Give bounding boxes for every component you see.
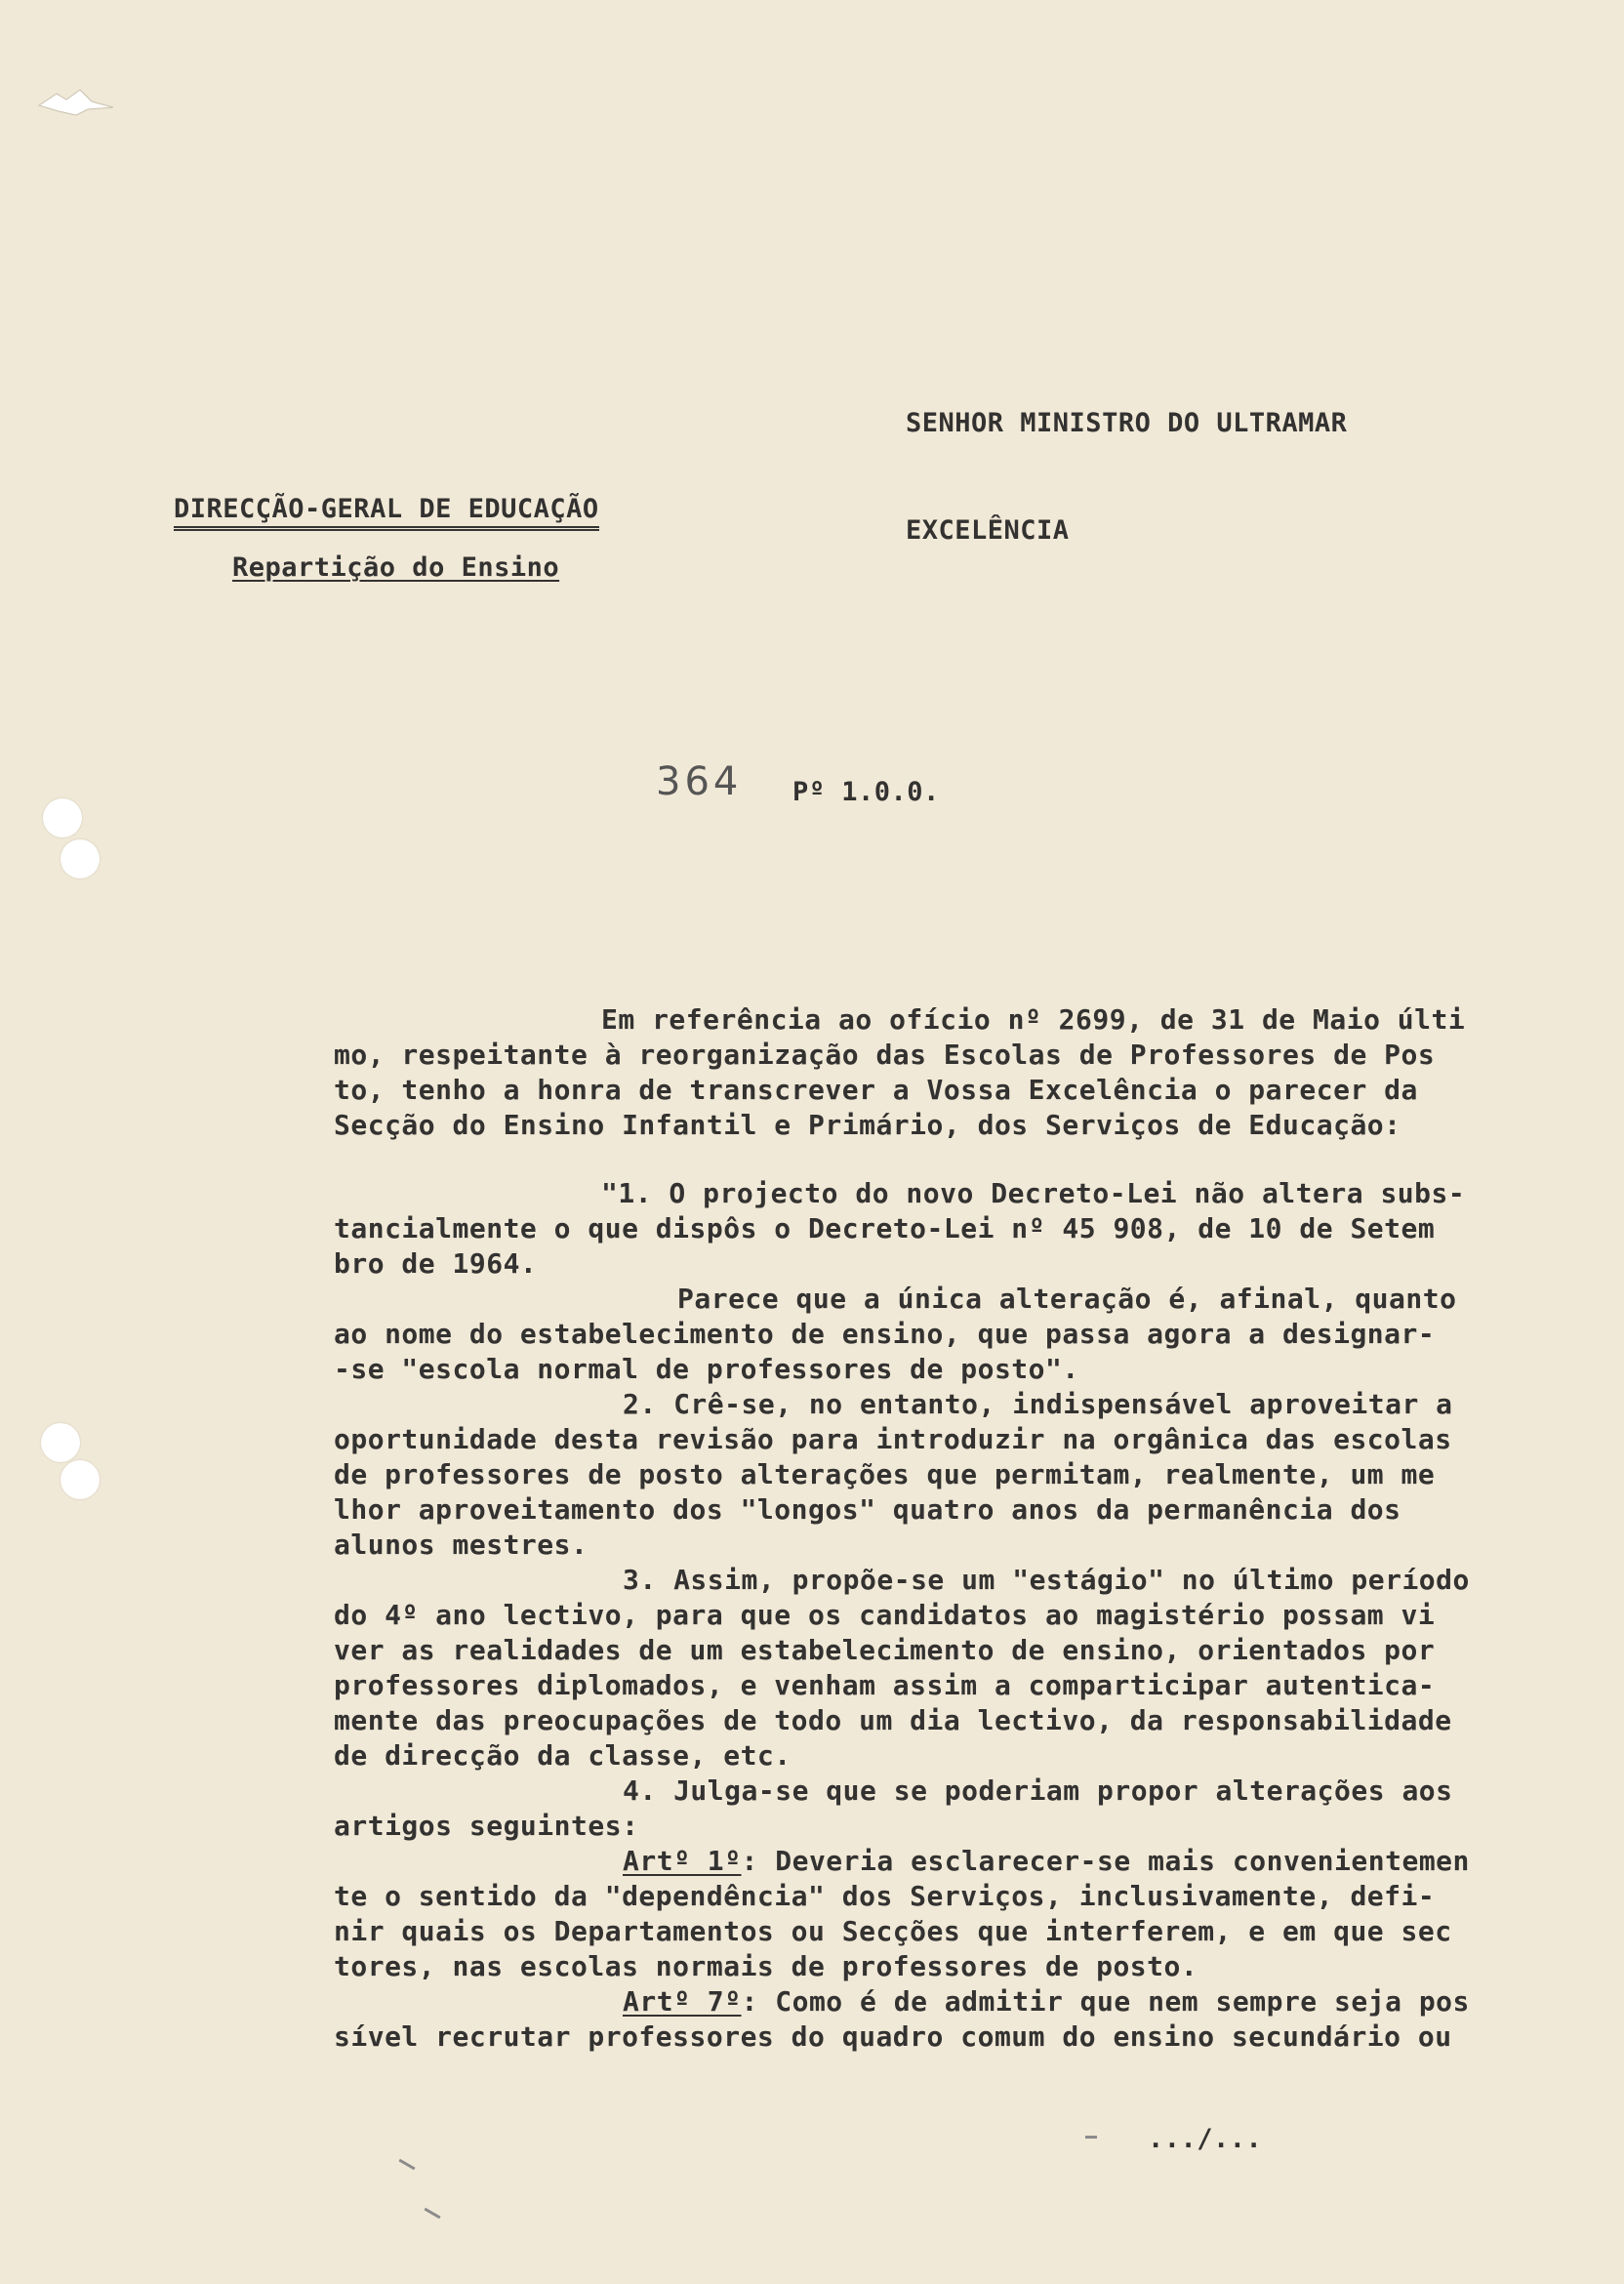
department-heading: DIRECÇÃO-GERAL DE EDUCAÇÃO bbox=[174, 494, 599, 531]
reference-number: 364 bbox=[656, 759, 743, 804]
body-line: bro de 1964. bbox=[334, 1247, 538, 1280]
body-line: artigos seguintes: bbox=[334, 1810, 639, 1842]
body-line: de professores de posto alterações que permitam, realmente, um me bbox=[334, 1458, 1436, 1490]
article-text: : Deveria esclarecer-se mais convenientemen bbox=[741, 1845, 1470, 1877]
process-number: Pº 1.0.0. bbox=[792, 777, 940, 807]
body-line: 4. Julga-se que se poderiam propor alterações aos bbox=[623, 1774, 1453, 1807]
punch-hole bbox=[41, 1423, 80, 1462]
stray-mark bbox=[1085, 2136, 1097, 2139]
body-line: 3. Assim, propõe-se um "estágio" no último período bbox=[623, 1564, 1470, 1596]
punch-hole bbox=[61, 1460, 100, 1499]
body-line: mente das preocupações de todo um dia lectivo, da responsabilidade bbox=[334, 1704, 1452, 1736]
body-line: alunos mestres. bbox=[334, 1529, 589, 1561]
body-line: de direcção da classe, etc. bbox=[334, 1739, 792, 1772]
body-line: sível recrutar professores do quadro comum do ensino secundário ou bbox=[334, 2020, 1452, 2053]
body-line: 2. Crê-se, no entanto, indispensável aproveitar a bbox=[623, 1388, 1453, 1420]
punch-hole bbox=[43, 798, 82, 837]
body-line: ao nome do estabelecimento de ensino, que passa agora a designar- bbox=[334, 1318, 1436, 1350]
body-line: lhor aproveitamento dos "longos" quatro anos da permanência dos bbox=[334, 1493, 1401, 1526]
body-line: oportunidade desta revisão para introduzir na orgânica das escolas bbox=[334, 1423, 1452, 1455]
body-line: nir quais os Departamentos ou Secções que interferem, e em que sec bbox=[334, 1915, 1452, 1947]
article-line bbox=[623, 1845, 1470, 1877]
addressee: SENHOR MINISTRO DO ULTRAMAR bbox=[906, 408, 1348, 438]
body-line: tancialmente o que dispôs o Decreto-Lei nº 45 908, de 10 de Setem bbox=[334, 1212, 1436, 1244]
body-line: tores, nas escolas normais de professores de posto. bbox=[334, 1950, 1198, 1982]
stray-mark bbox=[398, 2159, 415, 2171]
punch-hole bbox=[61, 839, 100, 878]
body-line: to, tenho a honra de transcrever a Vossa Excelência o parecer da bbox=[334, 1074, 1418, 1106]
salutation: EXCELÊNCIA bbox=[906, 515, 1070, 546]
body-line: Parece que a única alteração é, afinal, quanto bbox=[677, 1283, 1457, 1315]
body-line: professores diplomados, e venham assim a comparticipar autentica- bbox=[334, 1669, 1436, 1701]
article-line bbox=[623, 1985, 1470, 2018]
body-line: do 4º ano lectivo, para que os candidatos ao magistério possam vi bbox=[334, 1599, 1436, 1631]
body-line: Em referência ao ofício nº 2699, de 31 de Maio últi bbox=[601, 1003, 1466, 1036]
article-text: : Como é de admitir que nem sempre seja pos bbox=[741, 1985, 1470, 2018]
body-line: mo, respeitante à reorganização das Escolas de Professores de Pos bbox=[334, 1039, 1436, 1071]
body-line: te o sentido da "dependência" dos Serviços, inclusivamente, defi- bbox=[334, 1880, 1436, 1912]
body-line: Secção do Ensino Infantil e Primário, dos Serviços de Educação: bbox=[334, 1109, 1401, 1141]
article-label: Artº 7º bbox=[623, 1985, 742, 2018]
body-line: -se "escola normal de professores de posto". bbox=[334, 1353, 1079, 1385]
article-label: Artº 1º bbox=[623, 1845, 742, 1877]
body-line: "1. O projecto do novo Decreto-Lei não altera subs- bbox=[601, 1177, 1466, 1209]
continuation-mark: .../... bbox=[1148, 2124, 1263, 2154]
stray-mark bbox=[424, 2208, 440, 2220]
body-line: ver as realidades de um estabelecimento de ensino, orientados por bbox=[334, 1634, 1436, 1666]
torn-paper-mark bbox=[37, 86, 115, 121]
section-heading: Repartição do Ensino bbox=[232, 552, 560, 583]
